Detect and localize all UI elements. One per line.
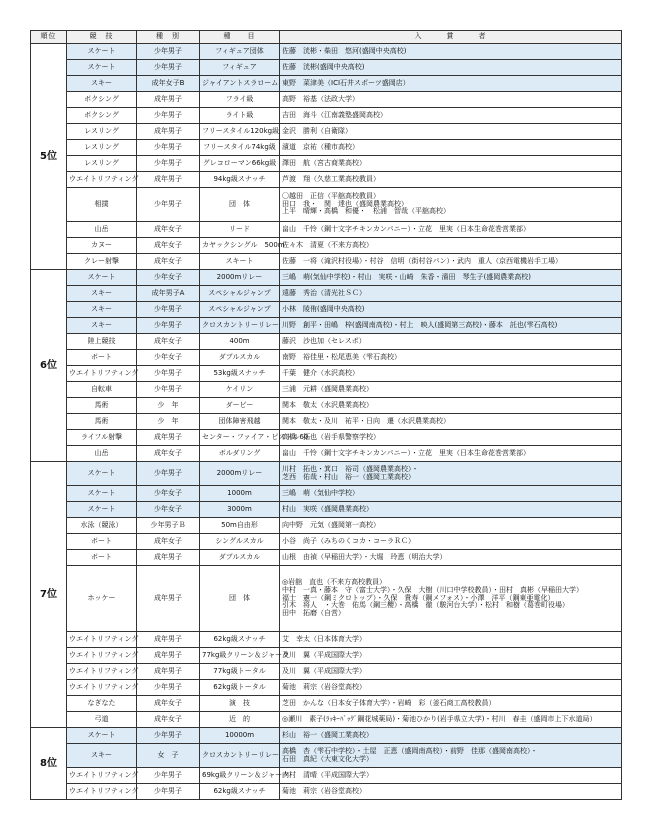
- awardee-cell: [280, 60, 622, 76]
- awardee-cell: [280, 632, 622, 648]
- awardee-line: 村山 実咲（盛岡農業高校）: [282, 504, 373, 513]
- awardee-line: 上平 晴輝・高橋 和優・ 松浦 智哉（平舘高校）: [282, 207, 450, 216]
- awardee-cell: [280, 784, 622, 800]
- awardee-cell: [280, 664, 622, 680]
- awardee-line: 南野 裕佳里・松尾恵美（雫石高校）: [282, 352, 401, 361]
- event-cell: グレコローマン66kg級: [200, 156, 280, 172]
- awardee-cell: [280, 566, 622, 632]
- sport-cell: スキー: [67, 76, 137, 92]
- awardee-line: 藤沢 沙也加（セレスポ）: [282, 336, 366, 345]
- class-cell: 成年男子: [137, 664, 200, 680]
- awardee-line: 艾 幸太（日本体育大学）: [282, 634, 366, 643]
- awardee-cell: [280, 728, 622, 744]
- awardee-line: ◎瀬川 素子(ﾗｯｷｰﾊﾞｯｸﾞ鋼花城薬局)・菊池ひかり(岩手県立大学)・村川 春圭（盛岡市上下水道局）: [282, 714, 597, 723]
- sport-cell: 山岳: [67, 222, 137, 238]
- event-cell: 団 体: [200, 566, 280, 632]
- table-row: [31, 446, 622, 462]
- awardee-cell: [280, 712, 622, 728]
- awardee-line: 東野 菜津美（ICI石井スポーツ盛岡店）: [282, 78, 410, 87]
- class-cell: 少年男子: [137, 188, 200, 222]
- event-cell: スペシャルジャンプ: [200, 286, 280, 302]
- awardee-cell: [280, 550, 622, 566]
- table-row: [31, 398, 622, 414]
- table-row: [31, 502, 622, 518]
- awardee-cell: [280, 172, 622, 188]
- event-cell: 3000m: [200, 502, 280, 518]
- class-cell: 少年男子: [137, 784, 200, 800]
- class-cell: 少年男子Ｂ: [137, 518, 200, 534]
- sport-cell: ウエイトリフティング: [67, 366, 137, 382]
- header-rank: 順位: [31, 31, 67, 44]
- event-cell: ダービー: [200, 398, 280, 414]
- awardee-line: 小林 陵侑(盛岡中央高校): [282, 304, 365, 313]
- awardee-cell: [280, 124, 622, 140]
- awardee-line: 関本 敬太（水沢農業高校）: [282, 400, 373, 409]
- sport-cell: ボート: [67, 550, 137, 566]
- class-cell: 少年男子: [137, 60, 200, 76]
- event-cell: リード: [200, 222, 280, 238]
- class-cell: 成年男子: [137, 92, 200, 108]
- table-row: [31, 222, 622, 238]
- class-cell: 成年女子: [137, 254, 200, 270]
- table-row: [31, 744, 622, 768]
- table-row: [31, 188, 622, 222]
- event-cell: 2000mリレー: [200, 270, 280, 286]
- awardee-line: 澤田 航（宮古商業高校）: [282, 158, 366, 167]
- awardee-cell: [280, 44, 622, 60]
- class-cell: 少年女子: [137, 502, 200, 518]
- awardee-line: 関本 敬太・及川 祐平・日向 遷（水沢農業高校）: [282, 416, 450, 425]
- awardee-line: 吉田 海斗（江南義塾盛岡高校）: [282, 110, 387, 119]
- table-row: [31, 728, 622, 744]
- awardee-cell: [280, 334, 622, 350]
- awardee-line: 芦渡 翔（久慈工業高校教員）: [282, 174, 380, 183]
- awardee-line: 三浦 元耕（盛岡農業高校）: [282, 384, 373, 393]
- event-cell: スキート: [200, 254, 280, 270]
- sport-cell: レスリング: [67, 140, 137, 156]
- event-cell: 62kg級スナッチ: [200, 632, 280, 648]
- class-cell: 少年男子: [137, 156, 200, 172]
- class-cell: 少 年: [137, 414, 200, 430]
- awardee-cell: [280, 446, 622, 462]
- class-cell: 成年男子: [137, 550, 200, 566]
- event-cell: 77kg級クリーン＆ジャーク: [200, 648, 280, 664]
- event-cell: 団 体: [200, 188, 280, 222]
- awardee-line: 佐藤 洸彬・柴田 悠河(盛岡中央高校): [282, 46, 407, 55]
- awardee-line: 向中野 元気（盛岡第一高校）: [282, 520, 380, 529]
- class-cell: 成年男子: [137, 430, 200, 446]
- table-row: [31, 648, 622, 664]
- awardee-line: 田口 我・ 関 達也（盛岡農業高校）: [282, 199, 408, 208]
- sport-cell: ウエイトリフティング: [67, 680, 137, 696]
- table-row: [31, 124, 622, 140]
- table-row: [31, 430, 622, 446]
- table-row: [31, 302, 622, 318]
- sport-cell: 馬術: [67, 414, 137, 430]
- awardee-line: 遠藤 秀治（清光社ＳＣ）: [282, 288, 366, 297]
- table-row: [31, 238, 622, 254]
- sport-cell: なぎなた: [67, 696, 137, 712]
- awardee-cell: [280, 382, 622, 398]
- table-row: [31, 566, 622, 632]
- class-cell: 少年女子: [137, 486, 200, 502]
- awardee-line: 川村 拓也・箕口 裕司（盛岡農業高校）・: [282, 464, 419, 473]
- event-cell: フリースタイル120kg級: [200, 124, 280, 140]
- awardee-line: 菊池 莉宗（岩谷堂高校）: [282, 682, 366, 691]
- event-cell: シングルスカル: [200, 534, 280, 550]
- awardee-line: 佐藤 洸彬(盛岡中央高校): [282, 62, 365, 71]
- sport-cell: スキー: [67, 302, 137, 318]
- event-cell: ダブルスカル: [200, 350, 280, 366]
- awardee-line: 小谷 尚子（みちのくコカ・コーラＲＣ）: [282, 536, 415, 545]
- sport-cell: スケート: [67, 44, 137, 60]
- event-cell: ボルダリング: [200, 446, 280, 462]
- class-cell: 成年女子: [137, 238, 200, 254]
- awardee-line: 佐藤 一将（滝沢村役場）・村谷 信明（街村谷パン）・武内 重人（京西電機岩手工場）: [282, 256, 562, 265]
- header-class: 種 別: [137, 31, 200, 44]
- sport-cell: 馬術: [67, 398, 137, 414]
- table-row: [31, 632, 622, 648]
- awardee-line: 高野 裕基（法政大学）: [282, 94, 359, 103]
- awardee-cell: [280, 534, 622, 550]
- sport-cell: ライフル射撃: [67, 430, 137, 446]
- awardee-cell: [280, 462, 622, 486]
- class-cell: 少年女子: [137, 350, 200, 366]
- awardee-cell: [280, 302, 622, 318]
- table-row: [31, 270, 622, 286]
- event-cell: 62kg級トータル: [200, 680, 280, 696]
- sport-cell: スキー: [67, 744, 137, 768]
- event-cell: スペシャルジャンプ: [200, 302, 280, 318]
- awardee-line: 福士 憲一（鋼ミクロトップ）・久保 貴寿（鋼メフォス）・小澤 洋平（鋼東亜電化）: [282, 593, 555, 602]
- sport-cell: クレー射撃: [67, 254, 137, 270]
- class-cell: 少年男子: [137, 302, 200, 318]
- awardee-line: 金沢 勝利（自衛隊）: [282, 126, 352, 135]
- awardee-line: 芝田 かんな（日本女子体育大学）・岩崎 彩（釜石商工高校教員）: [282, 698, 496, 707]
- awardee-cell: [280, 318, 622, 334]
- awardee-line: 及川 翼（平成国際大学）: [282, 650, 366, 659]
- event-cell: 2000mリレー: [200, 462, 280, 486]
- sport-cell: 相撲: [67, 188, 137, 222]
- table-row: [31, 108, 622, 124]
- table-row: [31, 44, 622, 60]
- awardee-line: 〇越田 正信（平舘高校教員）: [282, 191, 380, 200]
- awardee-cell: [280, 502, 622, 518]
- event-cell: 団体障害飛越: [200, 414, 280, 430]
- table-row: [31, 518, 622, 534]
- sport-cell: ボート: [67, 350, 137, 366]
- awardee-line: 千葉 健介（水沢高校）: [282, 368, 359, 377]
- sport-cell: ボクシング: [67, 92, 137, 108]
- table-row: [31, 350, 622, 366]
- table-row: [31, 680, 622, 696]
- rank-cell: 6位: [31, 270, 67, 462]
- sport-cell: ウエイトリフティング: [67, 664, 137, 680]
- awardee-line: 佐々木 清夏（不来方高校）: [282, 240, 373, 249]
- event-cell: ジャイアントスラローム: [200, 76, 280, 92]
- sport-cell: 弓道: [67, 712, 137, 728]
- awardee-line: 杉山 裕一（盛岡工業高校）: [282, 730, 373, 739]
- class-cell: 少年男子: [137, 108, 200, 124]
- event-cell: ダブルスカル: [200, 550, 280, 566]
- rank-cell: 7位: [31, 462, 67, 728]
- table-row: [31, 784, 622, 800]
- awardee-cell: [280, 270, 622, 286]
- event-cell: 近 的: [200, 712, 280, 728]
- header-event: 種 目: [200, 31, 280, 44]
- sport-cell: スキー: [67, 286, 137, 302]
- table-row: [31, 92, 622, 108]
- sport-cell: ボクシング: [67, 108, 137, 124]
- awardee-line: 畠山 千怜（鋼十文字チキンカンパニー）・立花 里実（日本生命花巻営業部）: [282, 448, 530, 457]
- sport-cell: 陸上競技: [67, 334, 137, 350]
- event-cell: 1000m: [200, 486, 280, 502]
- class-cell: 成年男子A: [137, 286, 200, 302]
- event-cell: フリースタイル74kg級: [200, 140, 280, 156]
- class-cell: 成年女子: [137, 334, 200, 350]
- table-row: [31, 696, 622, 712]
- sport-cell: スケート: [67, 502, 137, 518]
- rank-cell: 5位: [31, 44, 67, 270]
- awardee-line: 三嶋 萌（気仙中学校）: [282, 488, 359, 497]
- awardee-line: 山根 由禎（早稲田大学）・大堀 玲恵（明治大学）: [282, 552, 447, 561]
- sport-cell: 山岳: [67, 446, 137, 462]
- awardee-line: 高橋 杏（雫石中学校）・土屋 正恵（盛岡南高校）・前野 佳那（盛岡南高校）・: [282, 746, 538, 755]
- class-cell: 成年女子B: [137, 76, 200, 92]
- event-cell: 62kg級スナッチ: [200, 784, 280, 800]
- awardee-line: 及川 翼（平成国際大学）: [282, 666, 366, 675]
- table-row: [31, 366, 622, 382]
- awardee-line: 田中 拓磨（自営）: [282, 609, 345, 618]
- class-cell: 成年男子: [137, 648, 200, 664]
- awardee-line: 濱道 京祐（種市高校）: [282, 142, 359, 151]
- sport-cell: カヌー: [67, 238, 137, 254]
- class-cell: 少年男子: [137, 728, 200, 744]
- awardee-cell: [280, 188, 622, 222]
- sport-cell: ウエイトリフティング: [67, 648, 137, 664]
- awardee-cell: [280, 768, 622, 784]
- class-cell: 少年男子: [137, 768, 200, 784]
- results-body: [31, 44, 622, 800]
- header-awardee: 入 賞 者: [280, 31, 622, 44]
- awardee-line: 三嶋 萌(気仙中学校)・村山 実咲・山崎 朱香・濱田 琴生子(盛岡農業高校): [282, 272, 531, 281]
- awardee-cell: [280, 254, 622, 270]
- sport-cell: ウエイトリフティング: [67, 768, 137, 784]
- awardee-cell: [280, 486, 622, 502]
- results-sheet: [30, 30, 621, 800]
- class-cell: 成年女子: [137, 222, 200, 238]
- table-row: [31, 382, 622, 398]
- sport-cell: スキー: [67, 318, 137, 334]
- rank-cell: 8位: [31, 728, 67, 800]
- class-cell: 少年男子: [137, 462, 200, 486]
- awardee-line: 高橋 拓也（岩手県警察学校）: [282, 432, 380, 441]
- awardee-cell: [280, 366, 622, 382]
- table-row: [31, 712, 622, 728]
- class-cell: 少年男子: [137, 680, 200, 696]
- awardee-cell: [280, 238, 622, 254]
- class-cell: 女 子: [137, 744, 200, 768]
- table-row: [31, 76, 622, 92]
- event-cell: 77kg級トータル: [200, 664, 280, 680]
- sport-cell: ボート: [67, 534, 137, 550]
- awardee-line: 川野 創平・田嶋 梓(盛岡南高校)・村上 映人(盛岡第三高校)・藤本 託也(雫石高校): [282, 320, 558, 329]
- event-cell: 53kg級スナッチ: [200, 366, 280, 382]
- event-cell: クロスカントリーリレー: [200, 318, 280, 334]
- event-cell: 10000m: [200, 728, 280, 744]
- class-cell: 成年女子: [137, 712, 200, 728]
- header-sport: 競 技: [67, 31, 137, 44]
- header-row: [31, 31, 622, 44]
- table-row: [31, 462, 622, 486]
- sport-cell: ウエイトリフティング: [67, 172, 137, 188]
- awardee-cell: [280, 518, 622, 534]
- awardee-cell: [280, 398, 622, 414]
- awardee-cell: [280, 350, 622, 366]
- awardee-cell: [280, 286, 622, 302]
- sport-cell: スケート: [67, 462, 137, 486]
- sport-cell: ウエイトリフティング: [67, 784, 137, 800]
- table-row: [31, 534, 622, 550]
- event-cell: ライト級: [200, 108, 280, 124]
- event-cell: フィギュア団体: [200, 44, 280, 60]
- class-cell: 成年女子: [137, 446, 200, 462]
- table-row: [31, 140, 622, 156]
- event-cell: フライ級: [200, 92, 280, 108]
- class-cell: 成年女子: [137, 696, 200, 712]
- awardee-cell: [280, 414, 622, 430]
- event-cell: カヤックシングル 500m: [200, 238, 280, 254]
- event-cell: 演 技: [200, 696, 280, 712]
- class-cell: 成年女子: [137, 534, 200, 550]
- awardee-line: 中村 一真・藤本 守（富士大学）・久保 大樹（川口中学校教員）・田村 真彬（早稲田大学）: [282, 585, 583, 594]
- awardee-cell: [280, 76, 622, 92]
- table-row: [31, 768, 622, 784]
- table-row: [31, 664, 622, 680]
- table-row: [31, 414, 622, 430]
- class-cell: 少年女子: [137, 270, 200, 286]
- awardee-line: 石田 真紀（大東文化大学）: [282, 754, 373, 763]
- awardee-line: 畠山 千怜（鋼十文字チキンカンパニー）・立花 里実（日本生命花巻営業部）: [282, 224, 530, 233]
- sport-cell: スケート: [67, 486, 137, 502]
- awardee-cell: [280, 744, 622, 768]
- table-row: [31, 550, 622, 566]
- results-table: [30, 30, 622, 800]
- event-cell: ケイリン: [200, 382, 280, 398]
- class-cell: 少年男子: [137, 44, 200, 60]
- awardee-cell: [280, 680, 622, 696]
- awardee-line: ◎岩舘 直也（不来方高校教員）: [282, 577, 387, 586]
- sport-cell: レスリング: [67, 124, 137, 140]
- awardee-cell: [280, 92, 622, 108]
- event-cell: フィギュア: [200, 60, 280, 76]
- class-cell: 少 年: [137, 398, 200, 414]
- table-row: [31, 486, 622, 502]
- class-cell: 成年男子: [137, 566, 200, 632]
- awardee-line: 芝西 佑哉・村山 裕一（盛岡工業高校）: [282, 472, 415, 481]
- sport-cell: ホッケー: [67, 566, 137, 632]
- table-row: [31, 172, 622, 188]
- class-cell: 少年男子: [137, 318, 200, 334]
- sport-cell: 水泳（競泳）: [67, 518, 137, 534]
- sport-cell: レスリング: [67, 156, 137, 172]
- awardee-cell: [280, 430, 622, 446]
- table-row: [31, 156, 622, 172]
- event-cell: 400m: [200, 334, 280, 350]
- class-cell: 成年男子: [137, 632, 200, 648]
- awardee-cell: [280, 156, 622, 172]
- class-cell: 成年男子: [137, 124, 200, 140]
- class-cell: 少年男子: [137, 366, 200, 382]
- awardee-cell: [280, 648, 622, 664]
- table-row: [31, 334, 622, 350]
- class-cell: 少年男子: [137, 140, 200, 156]
- awardee-cell: [280, 696, 622, 712]
- awardee-cell: [280, 108, 622, 124]
- awardee-line: 菊池 莉宗（岩谷堂高校）: [282, 786, 366, 795]
- table-row: [31, 60, 622, 76]
- table-row: [31, 286, 622, 302]
- awardee-cell: [280, 222, 622, 238]
- class-cell: 少年男子: [137, 382, 200, 398]
- sport-cell: ウエイトリフティング: [67, 632, 137, 648]
- class-cell: 成年男子: [137, 172, 200, 188]
- awardee-line: 引木 将人 ・大巻 佑馬（鋼三櫻）・高橋 徹（駿河台大学）・松村 和樹（葛巻町役場）: [282, 601, 569, 610]
- event-cell: 69kg級クリーン＆ジャーク: [200, 768, 280, 784]
- awardee-line: 内村 清晴（平成国際大学）: [282, 770, 373, 779]
- table-row: [31, 254, 622, 270]
- sport-cell: スケート: [67, 728, 137, 744]
- event-cell: 50m自由形: [200, 518, 280, 534]
- event-cell: 94kg級スナッチ: [200, 172, 280, 188]
- table-row: [31, 318, 622, 334]
- event-cell: センター・ファイア・ピストル60: [200, 430, 280, 446]
- sport-cell: 自転車: [67, 382, 137, 398]
- sport-cell: スケート: [67, 270, 137, 286]
- awardee-cell: [280, 140, 622, 156]
- sport-cell: スケート: [67, 60, 137, 76]
- event-cell: クロスカントリーリレー: [200, 744, 280, 768]
